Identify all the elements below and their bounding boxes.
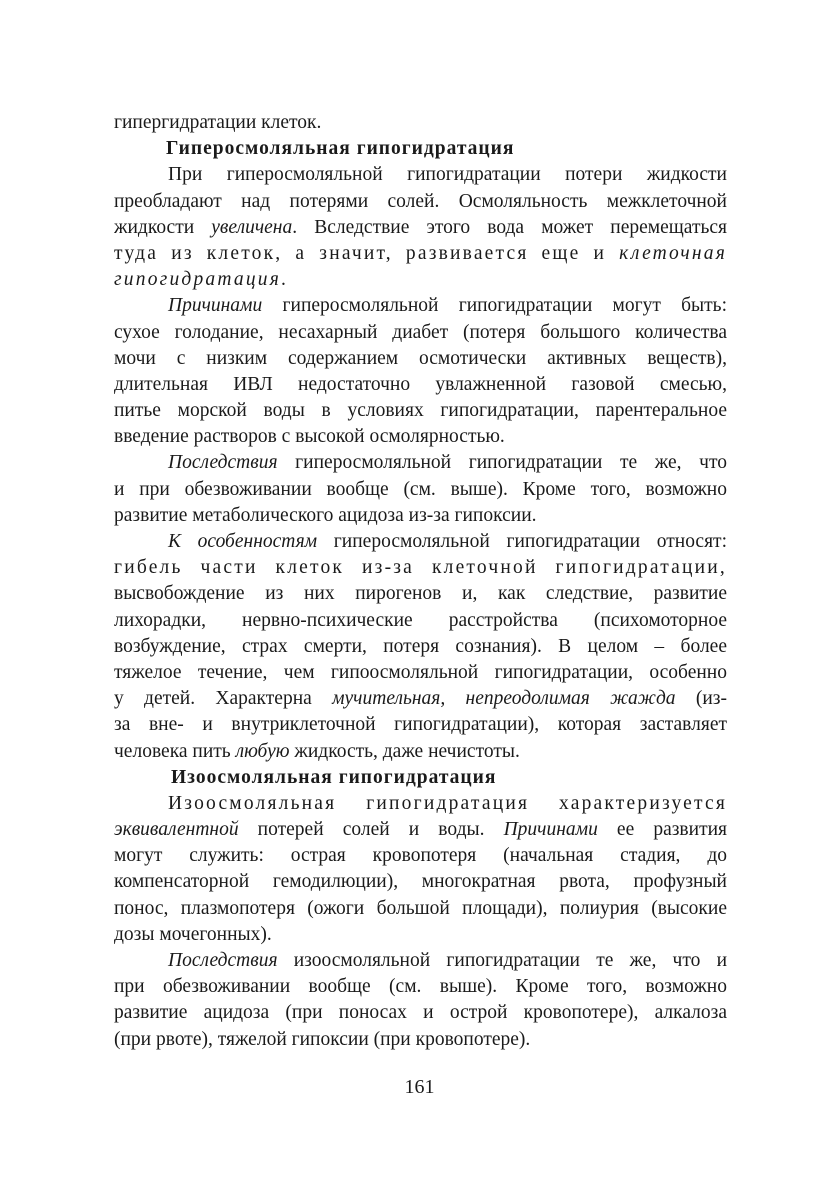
paragraph-line: за вне- и внутриклеточной гипогидратации), которая заставляет [114, 714, 727, 736]
paragraph-line: возбуждение, страх смерти, потеря сознания). В целом – более [114, 635, 727, 657]
emphasis: К особенностям [168, 531, 318, 552]
section-heading-isoosmolal: Изоосмоляльная гипогидратация [171, 766, 497, 788]
paragraph-line: преобладают над потерями солей. Осмоляльность межклеточной [114, 190, 727, 212]
paragraph-line: понос, плазмопотеря (ожоги большой площади), полиурия (высокие [114, 897, 727, 919]
paragraph-line: жидкости увеличена. Вследствие этого вода может перемещаться [114, 216, 727, 238]
paragraph-line: эквивалентной потерей солей и воды. Причинами ее развития [114, 819, 727, 841]
paragraph-line: у детей. Характерна мучительная, непреодолимая жажда (из- [114, 688, 727, 710]
paragraph-line: лихорадки, нервно-психические расстройства (психомоторное [114, 609, 727, 631]
paragraph-line: питье морской воды в условиях гипогидратации, парентеральное [114, 400, 727, 422]
emphasis: мучительная, непреодолимая жажда [332, 688, 676, 710]
paragraph-line: Последствия гиперосмоляльной гипогидратации те же, что [168, 452, 727, 474]
paragraph-line: могут служить: острая кровопотеря (начальная стадия, до [114, 845, 727, 867]
paragraph-line: человека пить любую жидкость, даже нечистоты. [114, 740, 520, 762]
paragraph-line: дозы мочегонных). [114, 923, 272, 945]
paragraph-line: развитие ацидоза (при поносах и острой кровопотере), алкалоза [114, 1002, 727, 1024]
page-body [114, 110, 727, 1053]
paragraph-line: гипогидратация. [114, 269, 289, 291]
paragraph-line: Причинами гиперосмоляльной гипогидратации могут быть: [168, 295, 727, 317]
paragraph-line: развитие метаболического ацидоза из-за гипоксии. [114, 504, 537, 526]
paragraph-line: компенсаторной гемодилюции), многократная рвота, профузный [114, 871, 727, 893]
paragraph-line: Изоосмоляльная гипогидратация характеризуется [168, 792, 727, 814]
page-number: 161 [404, 1076, 435, 1098]
paragraph-line: Последствия изоосмоляльной гипогидратации те же, что и [168, 950, 727, 971]
emphasis: увеличена [211, 216, 293, 238]
paragraph-line: тяжелое течение, чем гипоосмоляльной гипогидратации, особенно [114, 661, 727, 683]
emphasis: Причинами [503, 819, 598, 841]
emphasis: Последствия [168, 452, 278, 474]
paragraph-line: К особенностям гиперосмоляльной гипогидратации относят: [168, 531, 727, 552]
emphasis: эквивалентной [114, 819, 239, 841]
paragraph-line: туда из клеток, а значит, развивается еще и клеточная [114, 242, 727, 264]
paragraph-line: длительная ИВЛ недостаточно увлажненной газовой смесью, [114, 373, 727, 395]
emphasis: Причинами [168, 295, 263, 317]
section-heading-hyperosmolal: Гиперосмоляльная гипогидратация [166, 138, 515, 160]
paragraph-line: гибель части клеток из-за клеточной гипогидратации, [114, 557, 727, 579]
emphasis: гипогидратация [114, 269, 282, 291]
paragraph-line: при обезвоживании вообще (см. выше). Кроме того, возможно [114, 976, 727, 998]
emphasis: Последствия [168, 950, 278, 971]
emphasis: любую [235, 740, 290, 762]
paragraph-line: (при рвоте), тяжелой гипоксии (при кровопотере). [114, 1028, 531, 1050]
paragraph-line: и при обезвоживании вообще (см. выше). Кроме того, возможно [114, 478, 727, 500]
paragraph-line: высвобождение из них пирогенов и, как следствие, развитие [114, 583, 727, 605]
paragraph-line: сухое голодание, несахарный диабет (потеря большого количества [114, 321, 727, 343]
paragraph-line: При гиперосмоляльной гипогидратации потери жидкости [168, 164, 727, 186]
paragraph-line: мочи с низким содержанием осмотически активных веществ), [114, 347, 727, 369]
emphasis: клеточная [619, 242, 727, 264]
text-line: гипергидратации клеток. [114, 112, 322, 133]
paragraph-line: введение растворов с высокой осмолярностью. [114, 426, 505, 448]
